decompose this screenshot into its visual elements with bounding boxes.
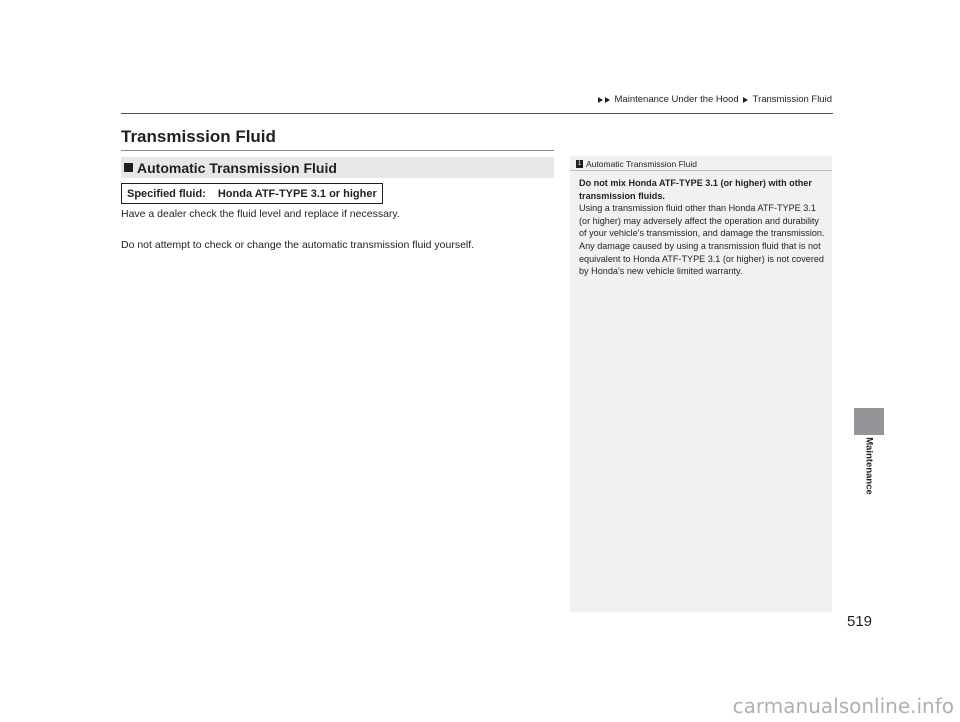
section-title: Automatic Transmission Fluid [137, 159, 337, 176]
header-divider [121, 113, 833, 114]
side-note-body [570, 171, 832, 278]
watermark-text: carmanualsonline.info [732, 694, 954, 718]
side-note-paragraph-2: Any damage caused by using a transmission fluid that is not equivalent to Honda ATF-TYPE 3.1 (or higher) is not covered by Honda’s new vehicle limited warranty. [579, 240, 824, 277]
note-marker-icon: 1 [577, 161, 582, 167]
section-heading [121, 157, 554, 178]
section-tab-label: Maintenance [863, 437, 875, 495]
spec-label: Specified fluid: [127, 187, 206, 200]
double-arrow-icon [598, 97, 611, 103]
side-note-title: Automatic Transmission Fluid [586, 159, 698, 169]
section-tab[interactable] [854, 408, 884, 435]
arrow-icon [743, 97, 749, 103]
side-note-paragraph-1: Using a transmission fluid other than Honda ATF-TYPE 3.1 (or higher) may adversely affect the operation and durability of your vehicle’s transmission, and damage the transmission. [579, 203, 825, 239]
title-divider [121, 150, 554, 151]
spec-value: Honda ATF-TYPE 3.1 or higher [217, 187, 377, 200]
breadcrumb-item-maintenance[interactable]: Maintenance Under the Hood [614, 94, 739, 105]
page-number: 519 [847, 613, 873, 630]
side-note-header [570, 156, 832, 171]
page-title: Transmission Fluid [121, 127, 276, 146]
square-bullet-icon [124, 163, 133, 172]
specified-fluid-box [121, 183, 383, 204]
side-note-panel [570, 156, 832, 612]
side-note-warning: Do not mix Honda ATF-TYPE 3.1 (or higher) with other transmission fluids. [579, 178, 812, 201]
paragraph-check-fluid: Have a dealer check the fluid level and replace if necessary. [121, 208, 400, 220]
breadcrumb [598, 94, 832, 105]
breadcrumb-item-transmission[interactable]: Transmission Fluid [752, 94, 832, 105]
paragraph-do-not-attempt: Do not attempt to check or change the automatic transmission fluid yourself. [121, 239, 475, 251]
